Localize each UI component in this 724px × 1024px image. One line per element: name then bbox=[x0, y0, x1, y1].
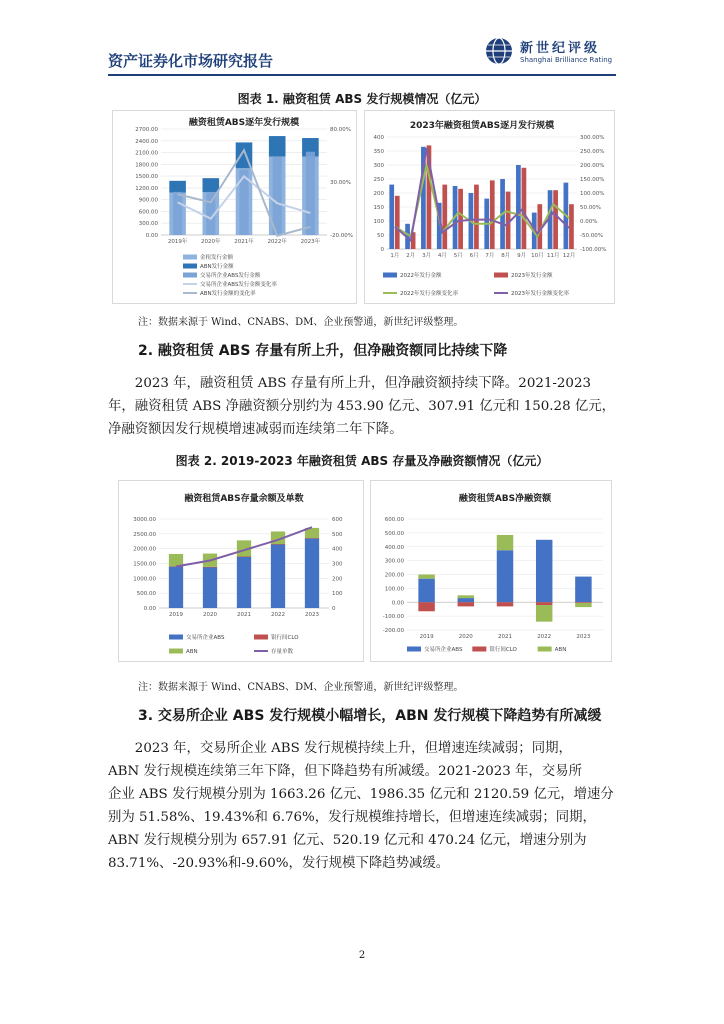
y2-tick-label: -50.00% bbox=[580, 233, 603, 239]
figure-2-title: 图表 2. 2019-2023 年融资租赁 ABS 存量及净融资额情况（亿元） bbox=[175, 454, 549, 468]
globe-icon bbox=[484, 36, 514, 66]
section-3-heading: 3. 交易所企业 ABS 发行规模小幅增长，ABN 发行规模下降趋势有所减缓 bbox=[138, 708, 602, 724]
legend-swatch bbox=[383, 273, 397, 278]
bar bbox=[389, 185, 394, 249]
y2-tick-label: 600 bbox=[332, 517, 343, 523]
y-tick-label: 1000.00 bbox=[133, 576, 156, 583]
chart-title: 融资租赁ABS净融资额 bbox=[458, 494, 552, 504]
header-rule bbox=[108, 74, 616, 76]
y-tick-label: 2100.00 bbox=[135, 150, 158, 157]
paragraph-1-line: 年，融资租赁 ABS 净融资额分别约为 453.90 亿元、307.91 亿元和 150.28 亿元， bbox=[108, 399, 616, 414]
y2-tick-label: 200 bbox=[332, 576, 343, 583]
y2-tick-label: 0 bbox=[332, 606, 336, 612]
y2-tick-label: 0.00% bbox=[580, 219, 598, 225]
y2-tick-label: 30.00% bbox=[330, 180, 351, 186]
y-tick-label: 100 bbox=[373, 219, 384, 225]
bar bbox=[575, 603, 591, 607]
y-tick-label: 300.00 bbox=[138, 221, 158, 228]
y2-tick-label: 50.00% bbox=[580, 205, 601, 211]
legend-label: 2023年发行金额 bbox=[511, 273, 553, 279]
bar bbox=[575, 602, 591, 603]
x-tick-label: 2022 bbox=[537, 634, 552, 640]
legend-swatch bbox=[407, 647, 421, 652]
bar bbox=[569, 204, 574, 249]
y2-tick-label: 100.00% bbox=[580, 191, 605, 197]
x-tick-label: 2019 bbox=[419, 634, 434, 640]
bar bbox=[553, 190, 558, 249]
y-tick-label: 300 bbox=[373, 163, 384, 169]
page-number: 2 bbox=[358, 950, 366, 961]
y-tick-label: 400 bbox=[373, 135, 384, 141]
x-tick-label: 2021年 bbox=[234, 239, 254, 245]
legend-label: 交易所企业ABS bbox=[186, 635, 225, 641]
bar bbox=[169, 566, 183, 608]
y-tick-label: 600.00 bbox=[384, 517, 404, 523]
y2-tick-label: 500 bbox=[332, 531, 343, 538]
legend-swatch bbox=[538, 647, 552, 652]
x-tick-label: 2019年 bbox=[167, 239, 188, 245]
bar bbox=[458, 602, 474, 606]
bar bbox=[474, 185, 479, 249]
x-tick-label: 11月 bbox=[547, 253, 560, 259]
bar bbox=[237, 557, 251, 558]
y2-tick-label: 300.00% bbox=[580, 135, 605, 141]
x-tick-label: 6月 bbox=[469, 253, 479, 259]
legend-label: ABN bbox=[554, 647, 567, 653]
bar bbox=[271, 544, 285, 608]
legend-label: 交易所企业ABS bbox=[424, 647, 463, 653]
legend-swatch bbox=[183, 255, 197, 260]
y-tick-label: 1500.00 bbox=[135, 174, 158, 181]
brilliance-rating-logo bbox=[484, 36, 618, 70]
x-tick-label: 2023 bbox=[576, 634, 591, 640]
bar bbox=[237, 557, 251, 608]
bar bbox=[173, 192, 182, 235]
y-tick-label: 1800.00 bbox=[135, 162, 158, 169]
y-tick-label: 100.00 bbox=[384, 586, 404, 593]
bar bbox=[418, 579, 434, 603]
figure-1-note: 注：数据来源于 Wind、CNABS、DM、企业预警通，新世纪评级整理。 bbox=[138, 317, 464, 328]
y-tick-label: 300.00 bbox=[384, 558, 404, 565]
logo-chinese-name: 新世纪评级 bbox=[520, 41, 601, 56]
y-tick-label: 200.00 bbox=[384, 572, 404, 579]
bar bbox=[497, 535, 513, 550]
y-tick-label: -200.00 bbox=[382, 628, 404, 634]
bar bbox=[305, 538, 319, 539]
y-tick-label: 200 bbox=[373, 191, 384, 197]
legend-swatch bbox=[494, 273, 508, 278]
legend-label: 2022年发行金额变化率 bbox=[400, 291, 458, 297]
legend-swatch bbox=[472, 647, 486, 652]
y-tick-label: -100.00 bbox=[382, 614, 404, 621]
y2-tick-label: 100 bbox=[332, 591, 343, 598]
bar bbox=[203, 567, 217, 608]
legend-label: 金租发行金额 bbox=[200, 255, 234, 261]
y-tick-label: 3000.00 bbox=[133, 517, 156, 523]
bar bbox=[536, 605, 552, 622]
paragraph-1-line: 净融资额因发行规模增速减弱而连续第二年下降。 bbox=[108, 422, 403, 437]
y2-tick-label: 250.00% bbox=[580, 149, 605, 155]
legend-swatch bbox=[183, 273, 197, 278]
section-2-heading: 2. 融资租赁 ABS 存量有所上升，但净融资额同比持续下降 bbox=[138, 343, 508, 359]
paragraph-2-line: 83.71%、-20.93%和-9.60%，发行规模下降趋势减缓。 bbox=[108, 856, 450, 871]
x-tick-label: 2020 bbox=[458, 634, 473, 640]
paragraph-1-line: 2023 年，融资租赁 ABS 存量有所上升，但净融资额持续下降。2021-2023 bbox=[134, 376, 591, 391]
x-tick-label: 9月 bbox=[517, 253, 527, 259]
chart-outstanding-balance bbox=[118, 480, 364, 662]
chart-title: 融资租赁ABS存量余额及单数 bbox=[184, 494, 304, 504]
y-tick-label: 0.00 bbox=[391, 600, 404, 607]
chart-title: 融资租赁ABS逐年发行规模 bbox=[188, 118, 300, 128]
chart-title: 2023年融资租赁ABS逐月发行规模 bbox=[409, 121, 555, 131]
bar bbox=[273, 157, 282, 235]
legend-label: 2022年发行金额 bbox=[400, 273, 442, 279]
paragraph-1 bbox=[108, 372, 616, 441]
legend-label: ABN发行金额 bbox=[200, 264, 234, 270]
bar bbox=[536, 602, 552, 605]
chart-net-financing bbox=[370, 480, 612, 662]
y2-tick-label: -100.00% bbox=[580, 247, 607, 253]
legend-label: ABN发行金额的变化率 bbox=[200, 291, 256, 297]
bar bbox=[458, 598, 474, 602]
bar bbox=[271, 544, 285, 545]
x-tick-label: 2023年 bbox=[300, 239, 321, 245]
y-tick-label: 0.00 bbox=[145, 233, 158, 239]
bar bbox=[203, 178, 220, 192]
bar bbox=[306, 152, 315, 235]
y-tick-label: 600.00 bbox=[138, 209, 158, 216]
y-tick-label: 1200.00 bbox=[135, 185, 158, 192]
figure-1-title: 图表 1. 融资租赁 ABS 发行规模情况（亿元） bbox=[237, 92, 487, 106]
bar bbox=[536, 540, 552, 602]
y-tick-label: 2500.00 bbox=[133, 531, 156, 538]
bar bbox=[516, 165, 521, 249]
bar bbox=[458, 189, 463, 249]
legend-label: 交易所企业ABS发行金额 bbox=[200, 273, 261, 279]
x-tick-label: 2022年 bbox=[267, 239, 287, 245]
legend-label: 2023年发行金额变化率 bbox=[511, 291, 569, 297]
legend-label: 存量单数 bbox=[271, 649, 294, 655]
bar bbox=[305, 538, 319, 608]
y-tick-label: 250 bbox=[373, 177, 384, 183]
x-tick-label: 5月 bbox=[453, 253, 463, 259]
y-tick-label: 900.00 bbox=[138, 197, 158, 204]
bar bbox=[497, 602, 513, 606]
logo-english-name: Shanghai Brilliance Rating bbox=[520, 56, 613, 64]
bar bbox=[203, 567, 217, 568]
x-tick-label: 3月 bbox=[422, 253, 432, 259]
x-tick-label: 10月 bbox=[531, 253, 544, 259]
bar bbox=[418, 575, 434, 579]
chart-annual-issuance bbox=[112, 110, 357, 304]
y-tick-label: 500.00 bbox=[136, 591, 156, 598]
x-tick-label: 8月 bbox=[501, 253, 511, 259]
y-tick-label: 2700.00 bbox=[135, 127, 158, 133]
x-tick-label: 2月 bbox=[406, 253, 416, 259]
bar bbox=[395, 196, 400, 249]
legend-swatch bbox=[183, 264, 197, 269]
y-tick-label: 2400.00 bbox=[135, 138, 158, 145]
x-tick-label: 1月 bbox=[390, 253, 400, 259]
paragraph-2-line: 2023 年，交易所企业 ABS 发行规模持续上升，但增速连续减弱；同期， bbox=[134, 741, 572, 756]
report-title: 资产证券化市场研究报告 bbox=[108, 52, 274, 70]
x-tick-label: 2019 bbox=[169, 612, 183, 618]
bar bbox=[497, 550, 513, 602]
x-tick-label: 12月 bbox=[562, 253, 576, 259]
bar bbox=[169, 181, 186, 193]
y-tick-label: 500.00 bbox=[384, 530, 404, 537]
y-tick-label: 150 bbox=[373, 205, 384, 211]
legend-label: 交易所企业ABS发行金额变化率 bbox=[200, 282, 277, 288]
legend-swatch bbox=[169, 649, 183, 654]
bar bbox=[442, 185, 447, 249]
bar bbox=[269, 136, 286, 156]
y-tick-label: 1500.00 bbox=[133, 561, 156, 568]
x-tick-label: 2021 bbox=[237, 612, 251, 618]
x-tick-label: 2020年 bbox=[201, 239, 221, 245]
figure-2-note: 注：数据来源于 Wind、CNABS、DM、企业预警通，新世纪评级整理。 bbox=[138, 682, 464, 693]
paragraph-2-line: ABN 发行规模连续第三年下降，但下降趋势有所减缓。2021-2023 年，交易所 bbox=[108, 764, 582, 779]
legend-label: 银行间CLO bbox=[489, 647, 517, 653]
y-tick-label: 400.00 bbox=[384, 544, 404, 551]
y2-tick-label: -20.00% bbox=[330, 233, 353, 239]
y-tick-label: 350 bbox=[373, 149, 384, 155]
y2-tick-label: 200.00% bbox=[580, 163, 605, 169]
paragraph-2-line: ABN 发行规模分别为 657.91 亿元、520.19 亿元和 470.24 亿元，增速分别为 bbox=[108, 833, 587, 848]
x-tick-label: 2022 bbox=[271, 612, 285, 618]
y2-tick-label: 80.00% bbox=[330, 127, 351, 133]
x-tick-label: 4月 bbox=[437, 253, 447, 259]
chart-monthly-issuance bbox=[364, 110, 615, 304]
legend-label: 银行间CLO bbox=[271, 635, 299, 641]
x-tick-label: 2023 bbox=[305, 612, 319, 618]
x-tick-label: 2021 bbox=[498, 634, 512, 640]
paragraph-2-line: 别为 51.58%、19.43%和 6.76%，发行规模维持增长，但增速连续减弱；同期， bbox=[108, 810, 596, 825]
bar bbox=[169, 554, 183, 566]
y-tick-label: 0 bbox=[380, 247, 384, 253]
x-tick-label: 2020 bbox=[203, 612, 217, 618]
x-tick-label: 7月 bbox=[485, 253, 495, 259]
bar bbox=[575, 577, 591, 603]
bar bbox=[458, 595, 474, 598]
y-tick-label: 50 bbox=[377, 233, 384, 239]
bar bbox=[418, 602, 434, 611]
y2-tick-label: 150.00% bbox=[580, 177, 605, 183]
y-tick-label: 0.00 bbox=[143, 606, 156, 612]
legend-label: ABN bbox=[186, 649, 198, 655]
legend-swatch bbox=[169, 635, 183, 640]
paragraph-2-line: 企业 ABS 发行规模分别为 1663.26 亿元、1986.35 亿元和 2120.59 亿元，增速分 bbox=[108, 787, 614, 802]
bar bbox=[522, 168, 527, 249]
y2-tick-label: 400 bbox=[332, 546, 343, 553]
legend-swatch bbox=[254, 635, 268, 640]
bar bbox=[490, 180, 495, 249]
paragraph-2 bbox=[108, 737, 616, 875]
y2-tick-label: 300 bbox=[332, 561, 343, 568]
y-tick-label: 2000.00 bbox=[133, 546, 156, 553]
